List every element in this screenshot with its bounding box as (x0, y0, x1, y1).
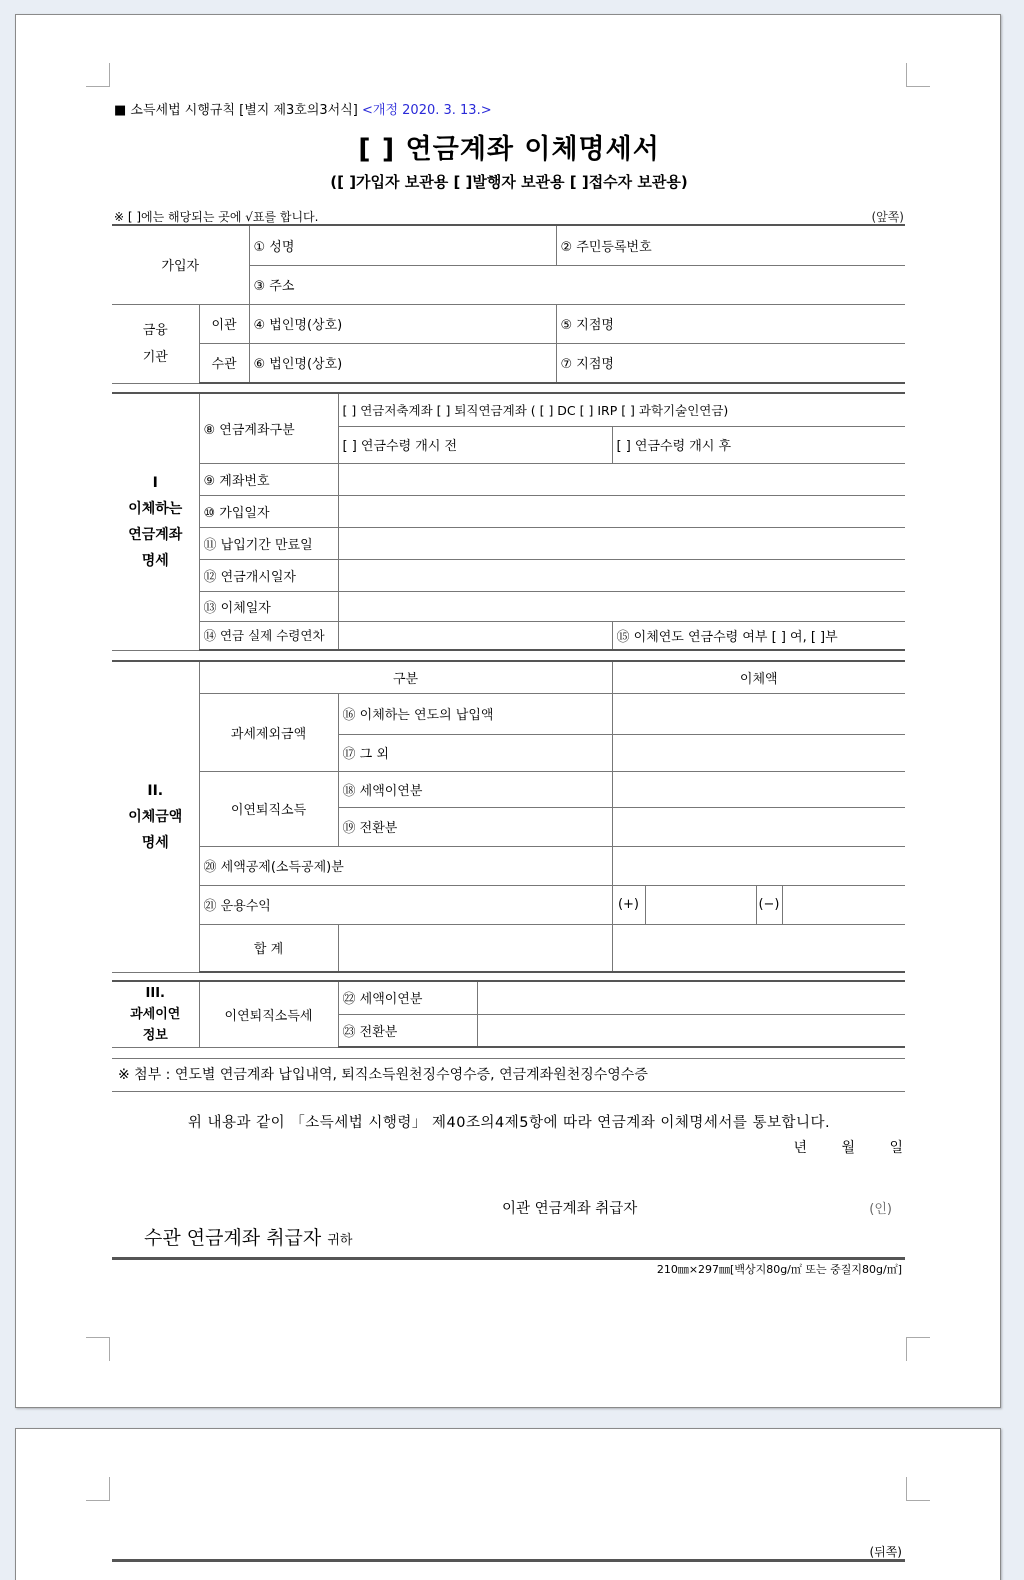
crop-mark (86, 1337, 110, 1361)
minus-field[interactable] (782, 885, 905, 924)
section3-line1: 과세이연 (130, 1006, 181, 1022)
deferred-income-label: 이연퇴직소득 (199, 771, 338, 846)
back-side-label: (뒤쪽) (869, 1545, 902, 1559)
transfer-in-label: 수관 (199, 343, 249, 383)
section1-line3: 명세 (141, 552, 169, 569)
institution-label-line1: 금융 (142, 322, 168, 338)
date-line (766, 1137, 905, 1157)
total-field[interactable] (612, 924, 905, 972)
page-title: [ ] 연금계좌 이체명세서 (358, 134, 660, 165)
item22-label: ㉒ 세액이연분 (338, 981, 477, 1014)
checkbox-note: ※ [ ]에는 해당되는 곳에 √표를 합니다. (114, 210, 319, 224)
paper-spec: 210㎜×297㎜[백상지80g/㎡ 또는 중질지80g/㎡] (656, 1263, 902, 1276)
crop-mark (906, 1477, 930, 1501)
section3-roman: III. (145, 985, 165, 1001)
page-subtitle: ([ ]가입자 보관용 [ ]발행자 보관용 [ ]접수자 보관용) (330, 173, 688, 191)
section2-label (112, 661, 199, 972)
total-label: 합 계 (199, 924, 338, 972)
institution-label-line2: 기관 (142, 349, 168, 365)
revision-date: <개정 2020. 3. 13.> (362, 103, 492, 118)
deferred-tax-field[interactable] (612, 771, 905, 807)
sender-label: 이관 연금계좌 취급자 (502, 1201, 638, 1217)
amount-header: 이체액 (612, 661, 905, 693)
month-label: 월 (841, 1140, 857, 1156)
transfer-date-label: ⑬ 이체일자 (199, 591, 338, 621)
year-label: 년 (793, 1140, 809, 1156)
name-field[interactable]: ① 성명 (249, 225, 556, 265)
subscriber-table (112, 224, 905, 384)
back-top-rule (112, 1559, 905, 1562)
pension-start-label: ⑫ 연금개시일자 (199, 559, 338, 591)
account-number-label: ⑨ 계좌번호 (199, 463, 338, 495)
paid-this-year-field[interactable] (612, 693, 905, 734)
section1-label (112, 393, 199, 650)
section2-line2: 명세 (141, 834, 169, 851)
crop-mark (906, 1337, 930, 1361)
rrn-field[interactable]: ② 주민등록번호 (556, 225, 905, 265)
transfer-out-label: 이관 (199, 304, 249, 343)
form-header (114, 99, 492, 118)
attachment-note: ※ 첨부 : 연도별 연금계좌 납입내역, 퇴직소득원천징수영수증, 연금계좌원천징수영수증 (112, 1058, 905, 1092)
address-field[interactable]: ③ 주소 (249, 265, 905, 304)
form-page-front (15, 14, 1001, 1408)
investment-return-label: ㉑ 운용수익 (199, 885, 612, 924)
section1-roman: I (152, 474, 158, 491)
account-number-field[interactable] (338, 463, 905, 495)
day-label: 일 (889, 1140, 904, 1156)
plus-label: (+) (612, 885, 645, 924)
tax-credit-label: ⑳ 세액공제(소득공제)분 (199, 846, 612, 885)
branch-in-field[interactable]: ⑦ 지점명 (556, 343, 905, 383)
actual-year-label: ⑭ 연금 실제 수령연차 (199, 621, 338, 650)
recipient-label: 수관 연금계좌 취급자 (144, 1227, 322, 1249)
tax-credit-field[interactable] (612, 846, 905, 885)
other-field[interactable] (612, 734, 905, 771)
converted-label: ⑲ 전환분 (338, 807, 612, 846)
account-type-options[interactable]: [ ] 연금저축계좌 [ ] 퇴직연금계좌 ( [ ] DC [ ] IRP [ ] 과학기술인연금) (338, 393, 905, 426)
section3-table (112, 980, 905, 1048)
category-header: 구분 (199, 661, 612, 693)
section2-roman: II. (147, 782, 164, 799)
recipient-suffix: 귀하 (327, 1233, 353, 1248)
pension-start-field[interactable] (338, 559, 905, 591)
nontax-amount-label: 과세제외금액 (199, 693, 338, 771)
receipt-before-option[interactable]: [ ] 연금수령 개시 전 (338, 426, 612, 463)
receipt-after-option[interactable]: [ ] 연금수령 개시 후 (612, 426, 905, 463)
converted-field[interactable] (612, 807, 905, 846)
bottom-rule (112, 1257, 905, 1260)
corp-out-field[interactable]: ④ 법인명(상호) (249, 304, 556, 343)
payment-end-field[interactable] (338, 527, 905, 559)
crop-mark (86, 63, 110, 87)
join-date-label: ⑩ 가입일자 (199, 495, 338, 527)
section3-label (112, 981, 199, 1047)
transfer-date-field[interactable] (338, 591, 905, 621)
item22-field[interactable] (477, 981, 905, 1014)
crop-mark (86, 1477, 110, 1501)
subscriber-section-label: 가입자 (112, 225, 249, 304)
section1-line2: 연금계좌 (128, 526, 183, 543)
account-type-label: ⑧ 연금계좌구분 (199, 393, 338, 463)
declaration-text: 위 내용과 같이 「소득세법 시행령」 제40조의4제5항에 따라 연금계좌 이체명세서를 통보합니다. (187, 1115, 831, 1131)
corp-in-field[interactable]: ⑥ 법인명(상호) (249, 343, 556, 383)
seal-mark[interactable]: (인) (869, 1202, 892, 1217)
received-in-year-option[interactable]: ⑮ 이체연도 연금수령 여부 [ ] 여, [ ]부 (612, 621, 905, 650)
section3-line2: 정보 (142, 1027, 168, 1043)
payment-end-label: ⑪ 납입기간 만료일 (199, 527, 338, 559)
item23-field[interactable] (477, 1014, 905, 1047)
other-label: ⑰ 그 외 (338, 734, 612, 771)
section1-table (112, 392, 905, 651)
form-page-back (15, 1428, 1001, 1580)
front-side-label: (앞쪽) (871, 210, 904, 224)
total-field-left[interactable] (338, 924, 612, 972)
law-reference: ■ 소득세법 시행규칙 [별지 제3호의3서식] (114, 103, 358, 118)
recipient-line (144, 1223, 352, 1250)
plus-field[interactable] (645, 885, 756, 924)
item23-label: ㉓ 전환분 (338, 1014, 477, 1047)
deferred-tax-label: ⑱ 세액이연분 (338, 771, 612, 807)
section1-line1: 이체하는 (128, 500, 183, 517)
minus-label: (−) (756, 885, 782, 924)
crop-mark (906, 63, 930, 87)
join-date-field[interactable] (338, 495, 905, 527)
actual-year-field[interactable] (338, 621, 612, 650)
institution-section-label (112, 304, 199, 383)
deferred-tax-info-label: 이연퇴직소득세 (199, 981, 338, 1047)
paid-this-year-label: ⑯ 이체하는 연도의 납입액 (338, 693, 612, 734)
section2-line1: 이체금액 (128, 808, 183, 825)
branch-out-field[interactable]: ⑤ 지점명 (556, 304, 905, 343)
section2-table (112, 660, 905, 973)
